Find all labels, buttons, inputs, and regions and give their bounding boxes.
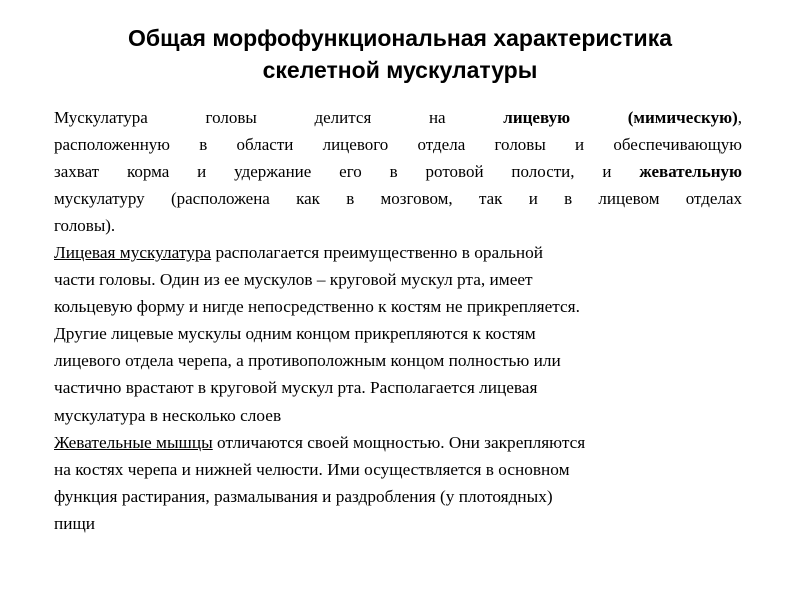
text-run: , <box>737 108 743 127</box>
title-line-1: Общая морфофункциональная характеристика <box>127 25 672 51</box>
term-masticatory: жевательную <box>639 162 742 181</box>
paragraph-line: частично врастают в круговой мускул рта. Располагается лицевая <box>54 378 538 398</box>
paragraph-line <box>54 104 742 131</box>
paragraph-line: на костях черепа и нижней челюсти. Ими осуществляется в основном <box>54 459 570 479</box>
paragraph-line: мускулатуру (расположена как в мозговом, так и в лицевом отделах <box>54 189 742 208</box>
paragraph-line: мускулатура в несколько слоев <box>54 405 282 425</box>
paragraph-line: пищи <box>54 513 96 533</box>
paragraph-line: расположенную в области лицевого отдела головы и обеспечивающую <box>54 135 742 154</box>
text-run: отличаются своей мощностью. Они закрепляются <box>212 432 586 452</box>
paragraph-line: функция растирания, размалывания и раздробления (у плотоядных) <box>54 486 553 506</box>
term-facial-mimic: лицевую (мимическую) <box>503 108 738 127</box>
paragraph-line: Другие лицевые мускулы одним концом прикрепляются к костям <box>54 324 536 344</box>
text-run: Мускулатура головы делится на <box>54 108 504 127</box>
text-run: располагается преимущественно в оральной <box>211 243 543 262</box>
title-line-2: скелетной мускулатуры <box>262 57 538 83</box>
paragraph-head-muscles <box>54 104 742 239</box>
paragraph-line: кольцевую форму и нигде непосредственно к костям не прикрепляется. <box>54 297 580 317</box>
paragraph-line: лицевого отдела черепа, а противоположным концом полностью или <box>54 351 561 371</box>
paragraph-line: части головы. Один из ее мускулов – круговой мускул рта, имеет <box>54 270 533 290</box>
paragraph-line <box>54 429 742 456</box>
paragraph-line <box>54 239 742 266</box>
term-masticatory-muscles: Жевательные мышцы <box>54 432 213 452</box>
paragraph-facial-muscles <box>54 239 742 320</box>
term-facial-musculature: Лицевая мускулатура <box>54 243 212 262</box>
text-run: захват корма и удержание его в ротовой полости, и <box>54 162 640 181</box>
slide-title <box>40 22 760 86</box>
paragraph-other-facial-muscles <box>54 320 742 428</box>
paragraph-line <box>54 158 742 185</box>
paragraph-line: головы). <box>54 216 116 235</box>
paragraph-masticatory-muscles <box>54 429 742 537</box>
slide-body <box>54 104 742 537</box>
